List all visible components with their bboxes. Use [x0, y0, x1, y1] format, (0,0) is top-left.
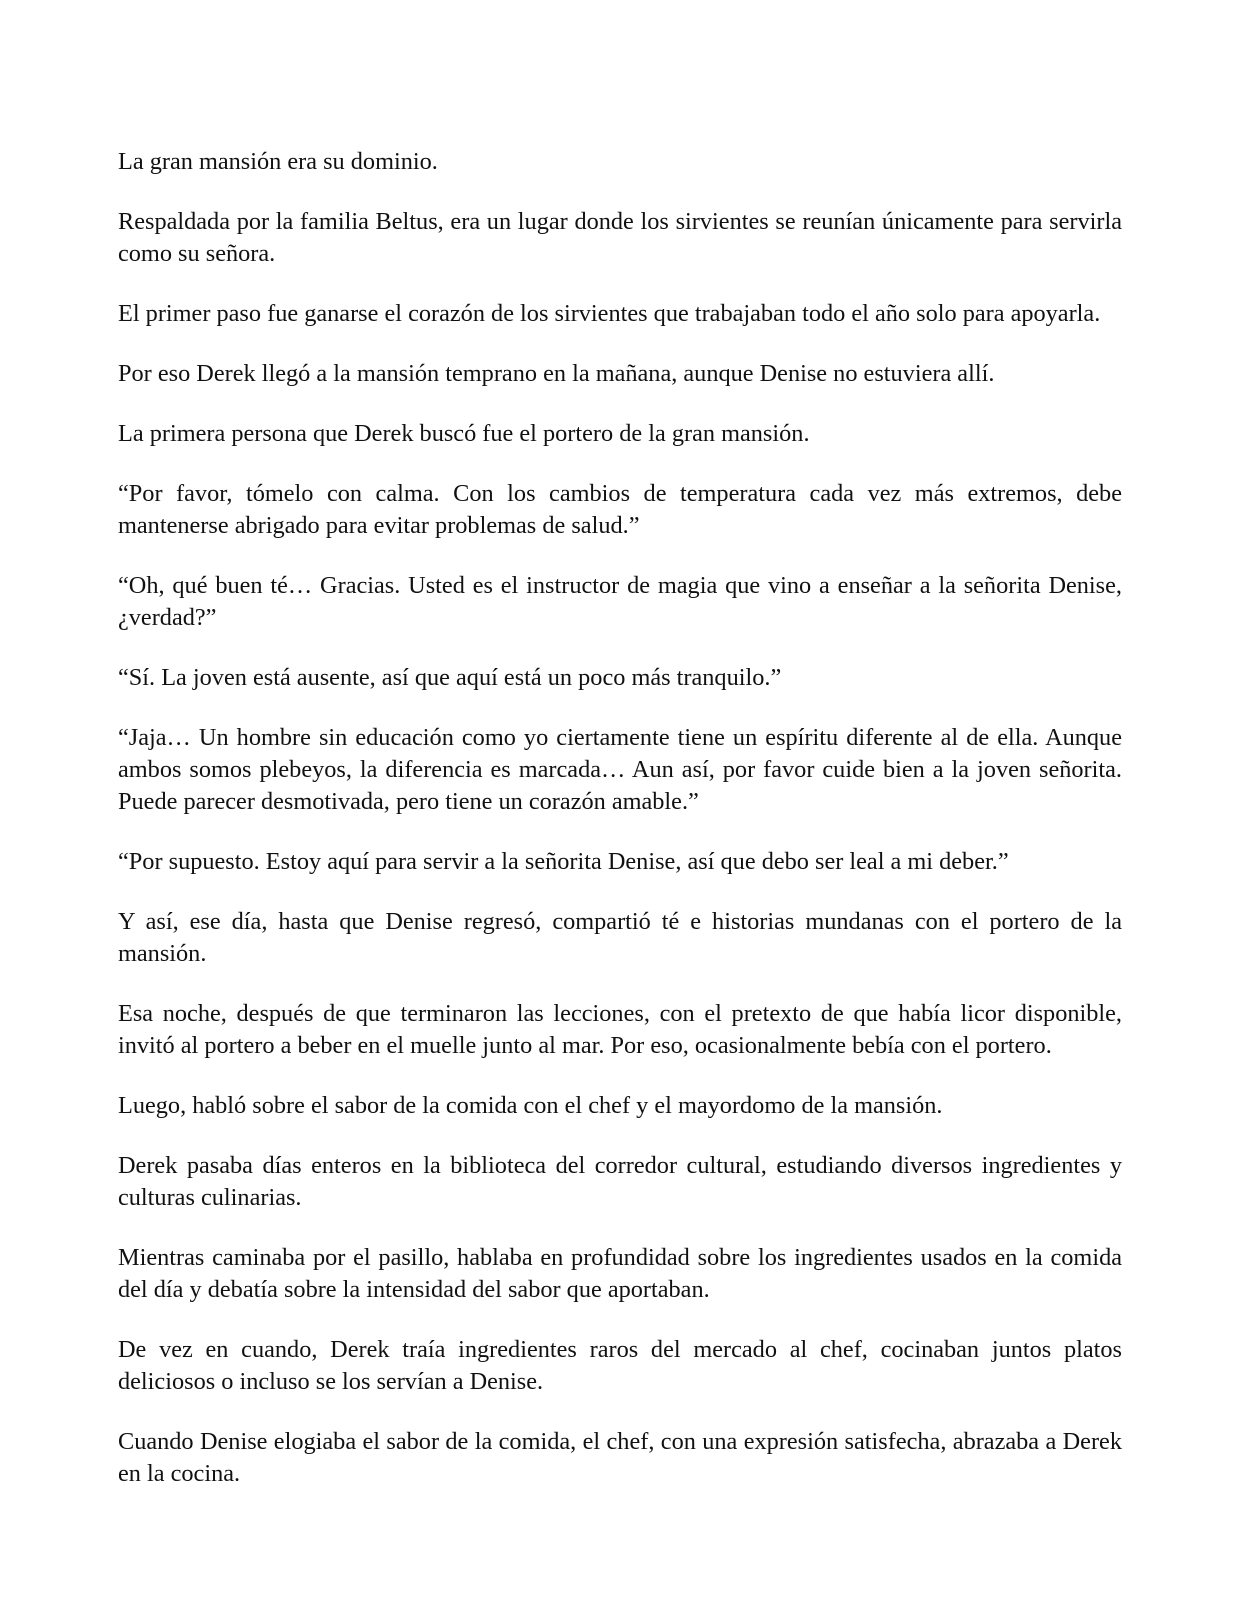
paragraph-8: “Sí. La joven está ausente, así que aquí está un poco más tranquilo.” — [118, 664, 782, 691]
page-body — [118, 146, 1122, 1490]
paragraph-16: De vez en cuando, Derek traía ingredientes raros del mercado al chef, cocinaban juntos platos deliciosos o incluso se los servían a Denise. — [118, 1336, 1122, 1395]
paragraph-5: La primera persona que Derek buscó fue el portero de la gran mansión. — [118, 420, 810, 447]
paragraph-2: Respaldada por la familia Beltus, era un lugar donde los sirvientes se reunían únicamente para servirla como su señora. — [118, 208, 1122, 267]
paragraph-17: Cuando Denise elogiaba el sabor de la comida, el chef, con una expresión satisfecha, abrazaba a Derek en la cocina. — [118, 1428, 1122, 1487]
paragraph-1: La gran mansión era su dominio. — [118, 148, 438, 175]
paragraph-14: Derek pasaba días enteros en la biblioteca del corredor cultural, estudiando diversos ingredientes y culturas culinarias. — [118, 1152, 1122, 1211]
paragraph-12: Esa noche, después de que terminaron las lecciones, con el pretexto de que había licor disponible, invitó al portero a beber en el muelle junto al mar. Por eso, ocasionalmente bebía con el portero. — [118, 1000, 1122, 1059]
paragraph-13: Luego, habló sobre el sabor de la comida con el chef y el mayordomo de la mansión. — [118, 1092, 943, 1119]
paragraph-15: Mientras caminaba por el pasillo, hablaba en profundidad sobre los ingredientes usados en la comida del día y debatía sobre la intensidad del sabor que aportaban. — [118, 1244, 1122, 1303]
paragraph-10: “Por supuesto. Estoy aquí para servir a la señorita Denise, así que debo ser leal a mi deber.” — [118, 848, 1009, 875]
paragraph-4: Por eso Derek llegó a la mansión temprano en la mañana, aunque Denise no estuviera allí. — [118, 360, 995, 387]
paragraph-7: “Oh, qué buen té… Gracias. Usted es el instructor de magia que vino a enseñar a la señorita Denise, ¿verdad?” — [118, 572, 1122, 631]
paragraph-9: “Jaja… Un hombre sin educación como yo ciertamente tiene un espíritu diferente al de ella. Aunque ambos somos plebeyos, la diferencia es marcada… Aun así, por favor cuide bien a la joven señorita. Puede parecer desmotivada, pero tiene un corazón amable.” — [118, 724, 1122, 815]
paragraph-11: Y así, ese día, hasta que Denise regresó, compartió té e historias mundanas con el portero de la mansión. — [118, 908, 1122, 967]
paragraph-6: “Por favor, tómelo con calma. Con los cambios de temperatura cada vez más extremos, debe mantenerse abrigado para evitar problemas de salud.” — [118, 480, 1122, 539]
paragraph-3: El primer paso fue ganarse el corazón de los sirvientes que trabajaban todo el año solo para apoyarla. — [118, 300, 1101, 327]
